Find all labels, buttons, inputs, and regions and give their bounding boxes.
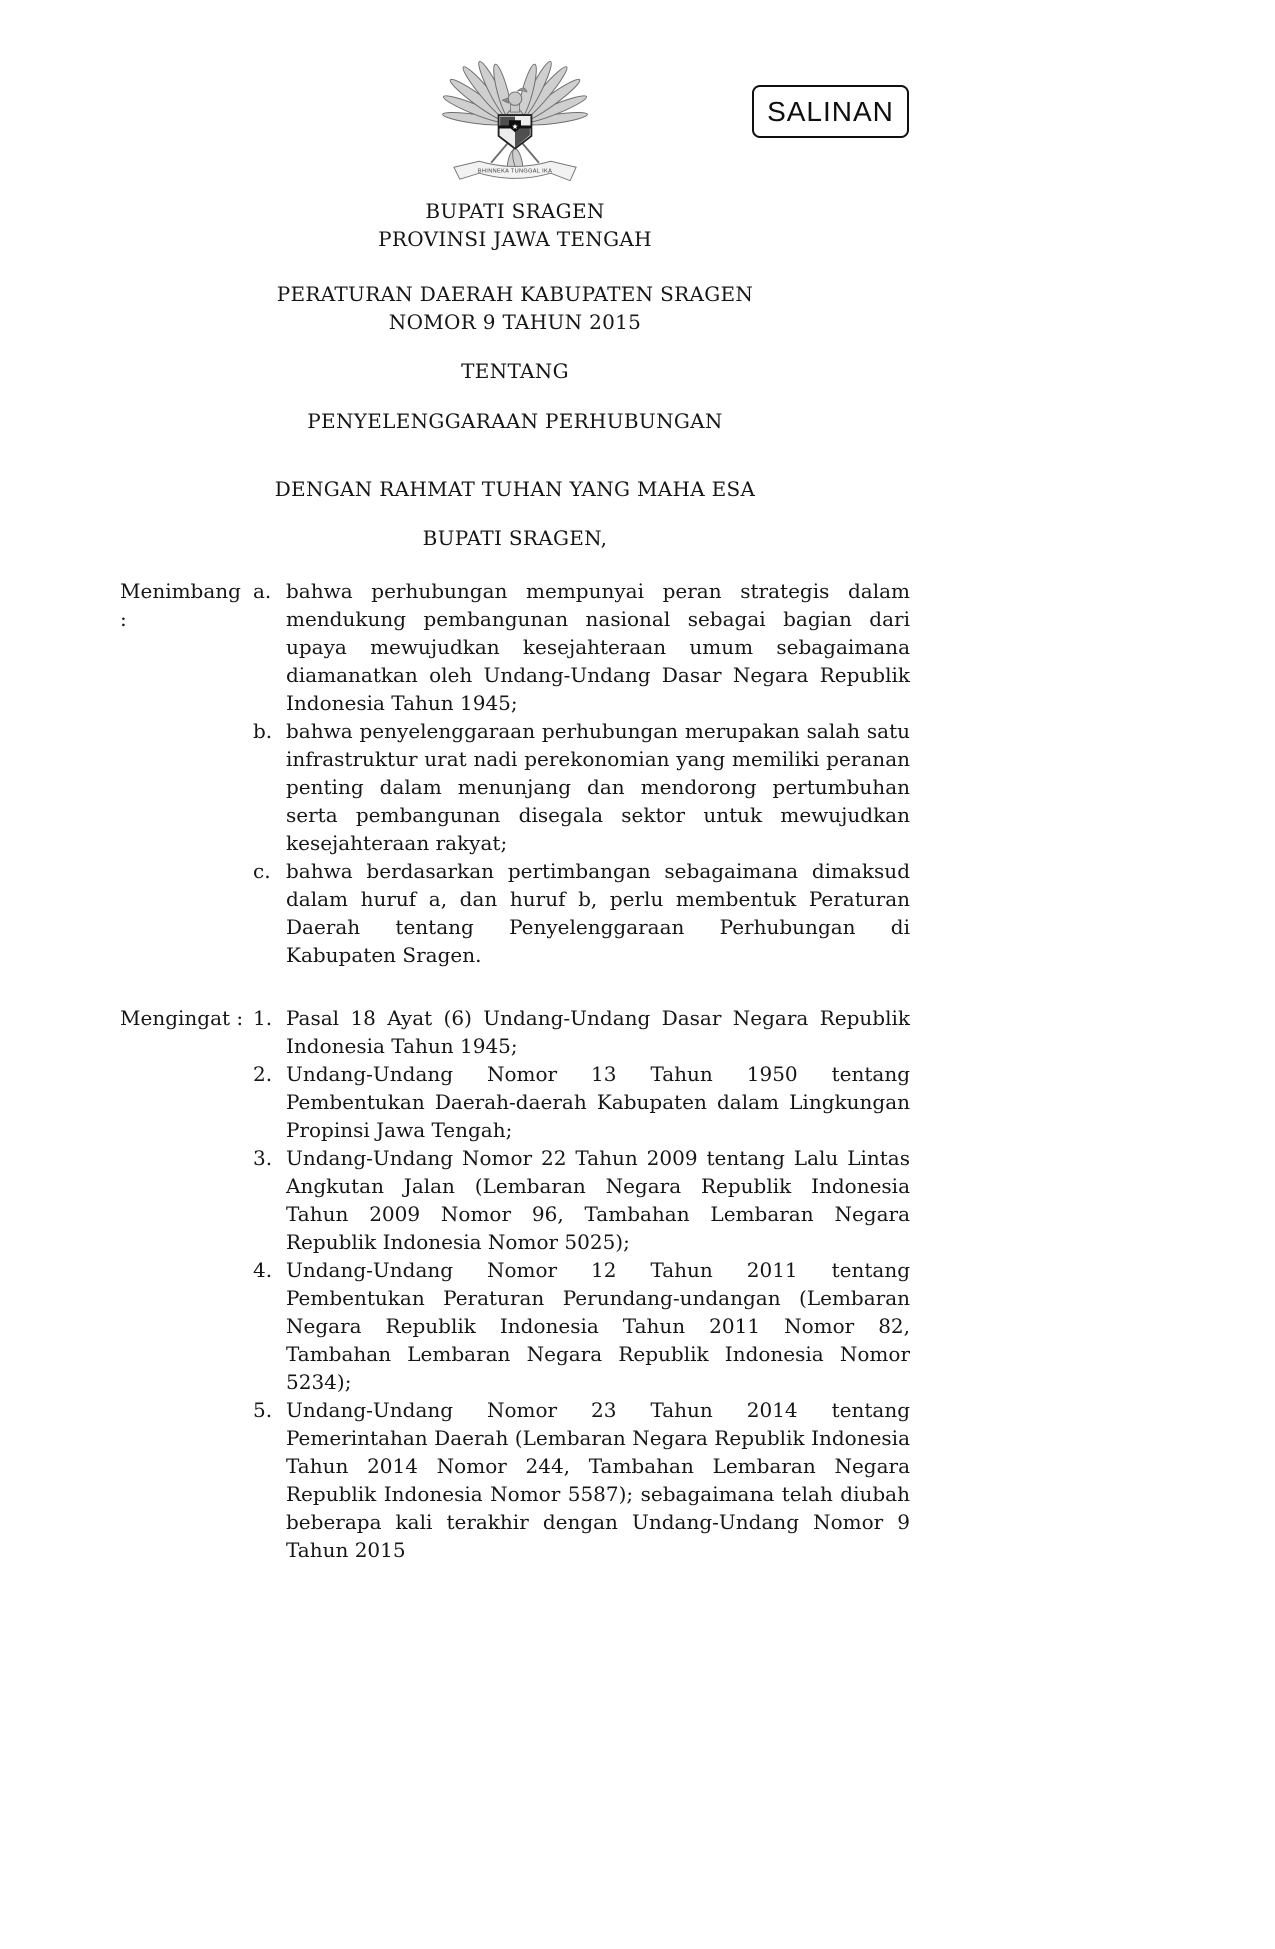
regulation-subject: PENYELENGGARAAN PERHUBUNGAN xyxy=(307,409,723,433)
emblem-motto: BHINNEKA TUNGGAL IKA xyxy=(477,168,553,175)
item-marker: 3. xyxy=(253,1146,273,1170)
menimbang-item-c xyxy=(120,857,910,969)
salinan-stamp-label: SALINAN xyxy=(767,95,894,127)
mengingat-item-3 xyxy=(120,1144,910,1256)
item-text: bahwa berdasarkan pertimbangan sebagaimana dimaksud dalam huruf a, dan huruf b, perlu membentuk Peraturan Daerah tentang Penyelenggaraan Perhubungan di Kabupaten Sragen. xyxy=(286,859,910,967)
mengingat-item-1 xyxy=(120,1004,910,1060)
mengingat-label: Mengingat : xyxy=(120,1006,244,1030)
item-marker: c. xyxy=(253,859,271,883)
document-content xyxy=(120,0,910,1564)
menimbang-section xyxy=(120,577,910,969)
mengingat-item-5 xyxy=(120,1396,910,1564)
item-marker: a. xyxy=(253,579,272,603)
item-text: Undang-Undang Nomor 22 Tahun 2009 tentang Lalu Lintas Angkutan Jalan (Lembaran Negara Republik Indonesia Tahun 2009 Nomor 96, Tambahan Lembaran Negara Republik Indonesia Nomor 5025); xyxy=(286,1146,910,1254)
regulation-title-line1: PERATURAN DAERAH KABUPATEN SRAGEN xyxy=(276,282,754,306)
item-marker: 5. xyxy=(253,1398,273,1422)
item-text: Pasal 18 Ayat (6) Undang-Undang Dasar Negara Republik Indonesia Tahun 1945; xyxy=(286,1006,910,1058)
item-marker: 2. xyxy=(253,1062,273,1086)
tentang-label: TENTANG xyxy=(461,359,569,383)
item-marker: b. xyxy=(253,719,273,743)
mengingat-section xyxy=(120,1004,910,1564)
item-text: Undang-Undang Nomor 13 Tahun 1950 tentang Pembentukan Daerah-daerah Kabupaten dalam Lingkungan Propinsi Jawa Tengah; xyxy=(286,1062,910,1142)
item-text: bahwa perhubungan mempunyai peran strategis dalam mendukung pembangunan nasional sebagai bagian dari upaya mewujudkan kesejahteraan umum sebagaimana diamanatkan oleh Undang-Undang Dasar Negara Republik Indonesia Tahun 1945; xyxy=(286,579,910,715)
mengingat-item-4 xyxy=(120,1256,910,1396)
menimbang-item-a xyxy=(120,577,910,717)
regulation-title-line2: NOMOR 9 TAHUN 2015 xyxy=(388,310,642,334)
item-text: Undang-Undang Nomor 12 Tahun 2011 tentang Pembentukan Peraturan Perundang-undangan (Lembaran Negara Republik Indonesia Tahun 2011 Nomor 82, Tambahan Lembaran Negara Republik Indonesia Nomor 5234); xyxy=(286,1258,910,1394)
item-text: Undang-Undang Nomor 23 Tahun 2014 tentang Pemerintahan Daerah (Lembaran Negara Republik Indonesia Tahun 2014 Nomor 244, Tambahan Lembaran Negara Republik Indonesia Nomor 5587); sebagaimana telah diubah beberapa kali terakhir dengan Undang-Undang Nomor 9 Tahun 2015 xyxy=(286,1398,910,1562)
office-title-line1: BUPATI SRAGEN xyxy=(425,199,605,223)
office-title-line2: PROVINSI JAWA TENGAH xyxy=(378,227,652,251)
invocation-line: DENGAN RAHMAT TUHAN YANG MAHA ESA xyxy=(274,477,756,501)
signatory-line: BUPATI SRAGEN, xyxy=(422,526,608,550)
item-text: bahwa penyelenggaraan perhubungan merupakan salah satu infrastruktur urat nadi perekonomian yang memiliki peranan penting dalam menunjang dan mendorong pertumbuhan serta pembangunan disegala sektor untuk mewujudkan kesejahteraan rakyat; xyxy=(286,719,910,855)
item-marker: 4. xyxy=(253,1258,273,1282)
item-marker: 1. xyxy=(253,1006,273,1030)
mengingat-item-2 xyxy=(120,1060,910,1144)
menimbang-item-b xyxy=(120,717,910,857)
menimbang-label: Menimbang : xyxy=(120,579,241,631)
